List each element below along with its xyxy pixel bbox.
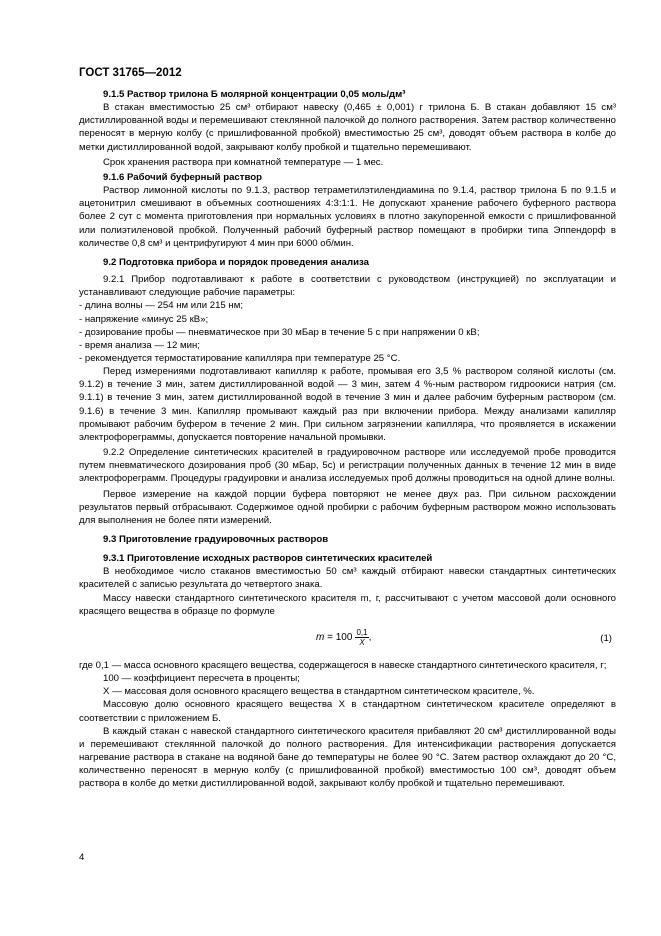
page-number: 4 — [79, 852, 85, 863]
paragraph: Раствор лимонной кислоты по 9.1.3, раствор тетраметилэтилендиамина по 9.1.4, раствор трилона Б по 9.1.5 и ацетонитрил смешивают в объемных соотношениях 4:3:1:1. Не допускают хранение рабочего буферного раствора более 2 сут с момента приготовления при нормальных условиях в плотно закупоренной емкости с пришлифованной или полиэтиленовой пробкой. Полученный рабочий буферный раствор помещают в пробирки типа Эппендорф в количестве 0,8 см³ и центрифугируют 4 мин при 6000 об/мин. — [79, 185, 616, 249]
formula-expression — [316, 628, 371, 647]
formula-denominator: X — [359, 637, 365, 647]
paragraph: Перед измерениями подготавливают капилляр к работе, промывая его 3,5 % раствором соляной кислоты (см. 9.1.2) в течение 3 мин, затем дистиллированной водой — 3 мин, затем 4 %-ным раствором гидроокиси натрия (см. 9.1.1) в течение 3 мин, затем дистиллированной водой в течение 3 мин и далее рабочим буферным раствором (см. 9.1.6) в течение 3 мин. Капилляр промывают каждый раз при включении прибора. Между анализами капилляр промывают рабочим буфером в течение 2 мин. При сильном загрязнении капилляра, что проявляется в искажении электрофореграммы, допускается повторение начальной промывки. — [79, 366, 616, 443]
section-heading-9-3: 9.3 Приготовление градуировочных растворов — [103, 534, 329, 545]
section-heading-9-1-5: 9.1.5 Раствор трилона Б молярной концентрации 0,05 моль/дм³ — [103, 89, 406, 100]
section-heading-9-1-6: 9.1.6 Рабочий буферный раствор — [103, 171, 262, 183]
formula-number: (1) — [600, 632, 612, 644]
paragraph: 9.2.2 Определение синтетических красителей в градуировочном растворе или исследуемой пробе проводится путем пневматического дозирования проб (30 мБар, 5с) и регистрации полученных данных в течение 12 мин в виде электрофореграмм. Процедуры градуировки и анализа исследуемых проб должны проводиться на одной длине волны. — [79, 447, 616, 485]
formula-tail: , — [368, 631, 372, 643]
paragraph: 9.2.1 Прибор подготавливают к работе в соответствии с руководством (инструкцией) по эксплуатации и устанавливают следующие рабочие параметры: — [79, 274, 616, 299]
section-heading-9-3-1: 9.3.1 Приготовление исходных растворов синтетических красителей — [103, 553, 433, 565]
paragraph: Массу навески стандартного синтетического красителя m, г, рассчитывают с учетом массовой доли основного красящего вещества в образце по формуле — [79, 592, 616, 617]
paragraph: Массовую долю основного красящего вещества X в стандартном синтетическом красителе определяют в соответствии с приложением Б. — [79, 699, 616, 724]
paragraph: В необходимое число стаканов вместимостью 50 см³ каждый отбирают навески стандартных синтетических красителей с записью результата до четвертого знака. — [79, 566, 616, 591]
definition-100: 100 — коэффициент пересчета в проценты; — [103, 673, 300, 685]
paragraph: В стакан вместимостью 25 см³ отбирают навеску (0,465 ± 0,001) г трилона Б. В стакан добавляют 15 см³ дистиллированной воды и перемешивают стеклянной палочкой до полного растворения. Затем раствор количественно переносят в мерную колбу (с пришлифованной пробкой) вместимостью 25 см³, доводят объем раствора в колбе до метки дистиллированной водой, закрывают колбу пробкой и тщательно перемешивают. — [79, 102, 616, 153]
formula-numerator: 0,1 — [356, 627, 368, 637]
list-item: - напряжение «минус 25 кВ»; — [79, 313, 209, 325]
paragraph: Первое измерение на каждой порции буфера повторяют не менее двух раз. При сильном расхождении результатов первый отбрасывают. Содержимое одной пробирки с рабочим буферным раствором можно использовать для выполнения не более пяти измерений. — [79, 488, 616, 526]
list-item: - рекомендуется термостатирование капилляра при температуре 25 °С. — [79, 352, 401, 364]
formula-1 — [79, 620, 616, 656]
list-item: - дозирование пробы — пневматическое при 30 мБар в течение 5 с при напряжении 0 кВ; — [79, 326, 480, 338]
list-item: - время анализа — 12 мин; — [79, 339, 200, 351]
section-heading-9-2: 9.2 Подготовка прибора и порядок проведения анализа — [103, 256, 369, 268]
paragraph: Срок хранения раствора при комнатной температуре — 1 мес. — [103, 156, 384, 168]
formula-fraction — [355, 628, 368, 647]
page-header: ГОСТ 31765—2012 — [79, 67, 182, 79]
paragraph: В каждый стакан с навеской стандартного синтетического красителя прибавляют 20 см³ дистиллированной воды и перемешивают стеклянной палочкой до полного растворения. Для интенсификации растворения допускается нагревание раствора в стакане на водяной бане до температуры не более 90 °С. Затем раствор охлаждают до 20 °С, количественно переносят в мерную колбу (с пришлифованной пробкой) вместимостью 100 см³, доводят объем раствора в колбе до метки дистиллированной водой, закрывают колбу пробкой и тщательно перемешивают. — [79, 725, 616, 790]
definition-x: X — массовая доля основного красящего вещества в стандартном синтетическом красителе, %. — [103, 686, 535, 698]
list-item: - длина волны — 254 нм или 215 нм; — [79, 300, 243, 312]
definition-where: где 0,1 — масса основного красящего вещества, содержащегося в навеске стандартного синтетического красителя, г; — [79, 659, 607, 671]
formula-coefficient: = 100 — [327, 631, 353, 643]
page-content — [79, 88, 616, 791]
formula-lhs: m — [316, 631, 325, 643]
